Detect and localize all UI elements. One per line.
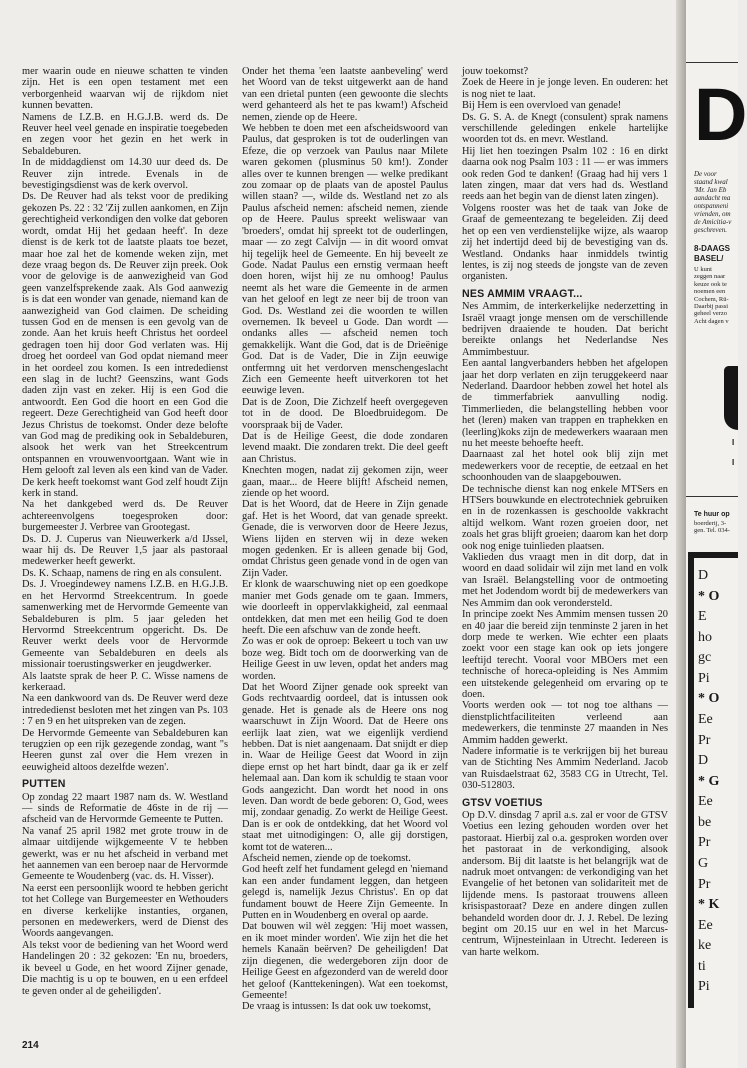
paragraph: Ds. J. Vroegindewey namens I.Z.B. en H.G.J.B. en het Hervormd Streekcentrum. In goede samenwerking met de Hervormde Gemeente van Sebaldeburen is plm. 5 jaar geleden het Hervormd Streekcentrum opgericht. Ds. De Reuver werkt deels voor de Hervormde Gemeente van Sebaldeburen en deels als missionair toerustingswerker en jeugdwerker. [22, 579, 228, 671]
strip-boxed-ad-line: ke [698, 938, 712, 954]
paragraph: Als tekst voor de bediening van het Woord werd Handelingen 20 : 32 gekozen: 'En nu, broeders, ik beveel u Gode, en het woord Zijner genade, Die machtig is u op te bouwen, en u een erfdeel te geven onder al de geheiligden'. [22, 939, 228, 997]
strip-boxed-ad-line: * O [698, 588, 720, 604]
paragraph: Dat het Woord Zijner genade ook spreekt van Gods rechtvaardig oordeel, dat is intussen ook genade. Het is genade als de Heere ons nog waarschuwt in Zijn Woord. Dat de Heere ons eerlijk laat zien, wat we eigenlijk verdiend hebben. Dat is niet aangenaam. Dat snijdt er diep in. Waar de Heilige Geest dat Woord in zijn diepe ernst op het hart bindt, daar ga ik er zelf helemaal aan. Dan kom ik schuldig te staan voor Gods aangezicht. Dan wordt het nood in ons leven. Dan wordt de bede geboren: O, God, wees mij, zondaar genadig. Zo werkt de Heilige Geest. Dan is er ook de ontdekking, dat het Woord vol staat met uitnodigingen: O, alle gij dorstigen, komt tot de wateren... [242, 681, 448, 853]
strip-small-line: zeggen naar [694, 273, 726, 281]
section-heading-gtsv-voetius: GTSV VOETIUS [462, 796, 543, 809]
strip-boxed-ad-line: Ee [698, 712, 713, 727]
paragraph: Na vanaf 25 april 1982 met grote trouw in de almaar uitdijende wijkgemeente V te hebben gewerkt, was er nu het afscheid in verband met het aannemen van een beroep naar de Hervormde Gemeente te Woudenberg (vac. ds. H. Visser). [22, 825, 228, 883]
paragraph: Afscheid nemen, ziende op de toekomst. [242, 853, 411, 865]
paragraph: Een aantal langverbanders hebben het afgelopen jaar het dorp verlaten en zijn teruggekeerd naar Nederland. Daardoor hebben zowel het hotel als de timmerfabriek aanvulling nodig. Timmerlieden, die belangstelling hebben voor het (leren) maken van trappen en traphekken en (leerling)koks zijn de medewerkers waaraan men nu het meeste behoefte heeft. [462, 358, 668, 449]
paragraph: Bij Hem is een overvloed van genade! [462, 100, 622, 112]
strip-ad-line: gen. Tel. 034- [694, 527, 730, 535]
paragraph: Hij liet hen toezingen Psalm 102 : 16 en dirkt daarna ook nog Psalm 103 : 11 — er was immers ook reden God te danken! (Graag had hij vers 1 laten zingen, maar dat vers had ds. Westland reeds aan het begin van de dienst laten zingen). [462, 145, 668, 203]
paragraph: Voorts werden ook — tot nog toe althans — dienstplichtfaciliteiten verleend aan medewerkers, die tenminste 27 maanden in Nes Ammim hadden gewerkt. [462, 700, 668, 746]
paragraph: De technische dienst kan nog enkele MTSers en HTSers bouwkunde en electrotechniek gebruiken en in de rozenkassen is geschoolde vakkracht altijd welkom. Want rozen groeien door, net zoals het gras blijft groeien; daarom kan het dorp ook nog enige tuinlieden plaatsen. [462, 483, 668, 552]
strip-boxed-ad-line: * K [698, 897, 720, 913]
article-column-1 [22, 66, 228, 997]
strip-small-line: keuze ook te [694, 280, 727, 288]
article-column-2 [242, 66, 448, 1013]
strip-heading-2: BASEL/ [694, 254, 724, 263]
paragraph: Zoek de Heere in je jonge leven. En ouderen: het is nog niet te laat. [462, 77, 668, 100]
strip-small-line: U kunt [694, 266, 712, 273]
paragraph: Dat is de Heilige Geest, die dode zondaren levend maakt. Die zondaren trekt. Die deel geeft aan Christus. [242, 431, 448, 465]
paragraph: Er klonk de waarschuwing niet op een goedkope manier met Gods genade om te gaan. Immers, wie doorleeft in oppervlakkigheid, zal eenmaal ontdekken, dat men met een heilig God te doen heeft. Die een afschuw van de zonde heeft. [242, 579, 448, 636]
strip-italic-line: aandacht ma [694, 194, 731, 202]
strip-heading-1: 8-DAAGS [694, 244, 731, 253]
paragraph: Zo was er ook de oproep: Bekeert u toch van uw boze weg. Bidt toch om de doorwerking van de Heilige Geest in uw leven, opdat het anders mag worden. [242, 636, 448, 682]
paragraph: We hebben te doen met een afscheidswoord van Paulus, dat gesproken is tot de ouderlingen van Efeze, die op verzoek van Paulus naar Milete waren gekomen (plusminus 50 km!). Zonder alles over te kunnen brengen — welke predikant zou zomaar op de plaats van de apostel Paulus willen staan? —, wilde ds. Westland net zo als Paulus afscheid nemen: afscheid nemen, ziende op de Heere. Paulus spreekt weliswaar van 'broeders', omdat hij spreekt tot de ouderlingen, maar — zo zegt Calvijn — in dit woord omvat hij tegelijk heel de Gemeente. En hij beveelt ze Gode. Nadat Paulus een ernstig vermaan heeft doen horen, wijst hij ze nu omhoog! Paulus neemt als het ware die Gemeente in de armen van het geloof en legt ze neer bij de troon van God. Ds. Westland zei die woorden te willen overnemen. Ik beveel u Gode. Dan wordt — ondanks alles — afscheid nemen toch gemakkelijk. Want die God, dat is de Drieënige God. Dat is de Vader, Die in Zijn eeuwige ontfermng uit het verdorven menschengeslacht Zich een Gemeente heeft uitverkoren tot het eeuwige leven. [242, 123, 448, 397]
strip-top-rule [686, 62, 738, 63]
strip-boxed-ad-line: E [698, 609, 707, 625]
paragraph: In principe zoekt Nes Ammim mensen tussen 20 en 40 jaar die bereid zijn tenminste 2 jaren in het dorp mede te werken. Wie echter een plaats zoekt voor een stage kan ook op iets jongere leeftijd terecht. Vooral voor MBOers met een technische of horeca-opleiding is Nes Ammim een uitstekende gelegenheid om ervaring op te doen. [462, 609, 668, 700]
page-fold [676, 0, 686, 1068]
next-page-strip [686, 0, 747, 1068]
paragraph: jouw toekomst? [462, 66, 529, 77]
paragraph: Na eerst een persoonlijk woord te hebben gericht tot het College van Burgemeester en Wethouders en diverse kerkelijke instanties, organen, personen en medewerkers, werd de Dienst des Woords aangevangen. [22, 882, 228, 940]
paragraph: Op zondag 22 maart 1987 nam ds. W. Westland — sinds de Reformatie de 46ste in de rij — afscheid van de Hervormde Gemeente te Putten. [22, 791, 228, 826]
paragraph: Als laatste sprak de heer P. C. Wisse namens de kerkeraad. [22, 670, 228, 693]
strip-small-line: Acht dagen v [694, 317, 729, 325]
strip-boxed-ad-line: Ee [698, 917, 713, 933]
strip-boxed-ad-line: gc [698, 650, 712, 666]
paragraph: Ds. K. Schaap, namens de ring en als consulent. [22, 567, 222, 579]
paragraph: Nes Ammim, de interkerkelijke nederzetting in Israël vraagt jonge mensen om de verschillende bedrijven draaiende te houden. Dat bericht bereikte onlangs het Nederlandse Nes Ammimbestuur. [462, 301, 668, 358]
strip-boxed-ad-line: Pi [698, 979, 710, 995]
paragraph: In de middagdienst om 14.30 uur deed ds. De Reuver zijn intrede. Evenals in de bevestigingsdienst was de kerk overvol. [22, 157, 228, 192]
paragraph: Onder het thema 'een laatste aanbeveling' werd het Woord van de tekst uitgewerkt aan de hand van een drietal punten (een gewoonte die slechts werd gehanteerd als het te pas kwam!) Afscheid nemen, ziende op de Heere. [242, 66, 448, 123]
strip-small-line: Daarbij passi [694, 303, 729, 311]
section-heading-nes-ammim: NES AMMIM VRAAGT... [462, 287, 583, 300]
paragraph: Na een dankwoord van ds. De Reuver werd deze intrededienst besloten met het zingen van Ps. 103 : 7 en 9 en het uitspreken van de zegen. [22, 693, 228, 728]
paragraph: Volgens rooster was het de taak van Joke de Graaf de gemeentezang te begeleiden. Zij deed het op een ven verdienstelijke wijze, als waarop zij het indertijd deed bij de bevestiging van ds. Westland. Ondanks haar inmiddels twintig lentes, is zij nog steeds de jongste van de zeven organisten. [462, 202, 668, 283]
paragraph: Na het dankgebed werd ds. De Reuver achtereenvolgens toegesproken door: burgemeester J. Verbree van Grootegast. [22, 499, 228, 534]
section-heading-putten: PUTTEN [22, 778, 66, 791]
strip-letter-1: I [732, 438, 735, 447]
strip-boxed-ad-line: Ee [698, 794, 713, 810]
strip-letter-2: I [732, 458, 735, 467]
strip-italic-line: De voor [694, 170, 717, 178]
strip-small-line: noemen een [694, 288, 726, 296]
strip-small-line: geheel verzo [694, 310, 728, 318]
paragraph: De vraag is intussen: Is dat ook uw toekomst, [242, 1001, 432, 1013]
strip-boxed-ad-line: ti [698, 958, 706, 974]
paragraph: Dat is de Zoon, Die Zichzelf heeft overgegeven tot in de dood. De Bloedbruidegom. De voorspraak bij de Vader. [242, 396, 448, 431]
strip-ad-line: boerderij, 3- [694, 520, 727, 527]
paragraph: God heeft zelf het fundament gelegd en 'niemand kan een ander fundament leggen, dan hetgeen gelegd is, namelijk Jezus Christus'. En op dat fundament bouwt de Heere Zijn Gemeente. In Putten en in Woudenberg en overal op aarde. [242, 864, 448, 922]
strip-italic-line: 'Mr. Jan Eb [694, 186, 727, 194]
paragraph: De Hervormde Gemeente van Sebaldeburen kan terugzien op een rijk gezegende zondag, want "s Heeren gunst zal over die Hem vrezen in eeuwigheid altoos dezelfde wezen'. [22, 727, 228, 773]
strip-ad-text [694, 520, 738, 535]
paragraph: Ds. De Reuver had als tekst voor de prediking gekozen Ps. 22 : 32 'Zij zullen aankomen, en Zijn gerechtigheid verkondigen den volke dat geboren wordt, omdat Hij het gedaan heeft'. In deze dienst is de kerk tot de laatste plaats toe bezet, maar hoe zal het de komende weken zijn, met deze vraag begon ds. De Reuver zijn preek. Ook voor de gelovige is de aanwezigheid van God geen vanzelfsprekende zaak. Als God aanwezig is is dat een wonder van genade, niemand kan de aanwezigheid van God claimen. De scheiding tussen God en de mensen is een gevolg van de zonde. Aan het kruis heeft Christus het oordeel gedragen toen hij door God verlaten was. Hij droeg het oordeel van God opdat niemand meer in het oordeel zou komen. Is een intrededienst een slag in de lucht? Geenszins, want Gods daden zijn vast en zeker. Hij is een God die antwoordt. Een God die hoort en een God die regeert. Deze Gerechtigheid van God heeft door Jezus Christus de toekomst. Onder deze belofte van God mag de prediking ook in Sebaldeburen, alsook het werk van het Streekcentrum ontspannen en vrouwenvoortgaan. Want wie in Hem gelooft zal leven als een kind van de Vader. De kerk heeft toekomst want God zelf houdt Zijn kerk in stand. [22, 191, 228, 500]
strip-italic-line: ontspanneni [694, 202, 729, 210]
strip-boxed-ad-line: G [698, 856, 709, 871]
strip-boxed-ad-line: * O [698, 691, 720, 707]
strip-small-text [694, 266, 738, 325]
strip-italic-intro [694, 170, 738, 234]
paragraph: Nadere informatie is te verkrijgen bij het bureau van de Stichting Nes Ammim Nederland. Jacob van Ruisdaelstraat 62, 3583 CG in Utrecht, Tel. 030-512803. [462, 745, 668, 792]
strip-italic-line: staand kwal [694, 178, 728, 186]
article-column-3 [462, 66, 668, 958]
strip-boxed-ad-line: ho [698, 629, 712, 645]
strip-boxed-ad-line: Pr [698, 876, 711, 892]
paragraph: Dat is het Woord, dat de Heere in Zijn genade gaf. Het is het Woord, dat van genade spreekt. Genade, die is verworven door de Heere Jezus, Wiens lijden en sterven wij in deze weken mogen gedenken. Er is alleen genade bij God, omdat Christus geen genade vond in de ogen van Zijn Vader. [242, 499, 448, 579]
strip-ad-heading: Te huur op [694, 511, 730, 518]
paragraph: Knechten mogen, nadat zij gekomen zijn, weer gaan, maar... de Heere blijft! Afscheid nemen, ziende op het woord. [242, 465, 448, 500]
page-number: 214 [22, 1040, 39, 1051]
paragraph: Daarnaast zal het hotel ook blij zijn met medewerkers voor de receptie, de eetzaal en het schoonhouden van de slaapgebouwen. [462, 449, 668, 484]
strip-boxed-ad-line: Pi [698, 670, 710, 686]
strip-italic-line: geschreven. [694, 226, 727, 234]
strip-boxed-ad-line: Pr [698, 732, 711, 748]
paragraph: mer waarin oude en nieuwe schatten te vinden zijn. Het is een open testament met een verborgenheid waarvan wij de rijkdom niet kunnen bevatten. [22, 66, 228, 112]
strip-italic-line: vrienden, om [694, 210, 731, 218]
paragraph: Ds. D. J. Cuperus van Nieuwerkerk a/d IJssel, waar hij ds. De Reuver 1,5 jaar als pastoraal medewerker heeft gewerkt. [22, 533, 228, 568]
strip-boxed-ad-line: D [698, 753, 709, 769]
strip-small-line: Cochem, Rü- [694, 295, 729, 303]
paragraph: Ds. G. S. A. de Knegt (consulent) sprak namens verschillende geledingen enkele hartelijke woorden tot ds. en mevr. Westland. [462, 111, 668, 146]
strip-boxed-ad-line: * G [698, 773, 720, 789]
strip-big-letter: D [694, 73, 747, 156]
strip-boxed-ad-line: Pr [698, 835, 711, 851]
strip-graphic-shape [724, 366, 738, 430]
paragraph: Dat bouwen wil wèl zeggen: 'Hij moet wassen, en ik moet minder worden'. Wie zijn het die het hemels Kanaän beërven? De geheiligden! Dat zijn diegenen, die wedergeboren zijn door de Heilige Geest en afgezonderd van de wereld door het geloof (Kanttekeningen). Wat een toekomst, Gemeente! [242, 921, 448, 1001]
paragraph: Namens de I.Z.B. en H.G.J.B. werd ds. De Reuver heel veel genade en inspiratie toegebeden en zegen voor het gezin en het werk in Sebaldeburen. [22, 111, 228, 157]
strip-mid-rule [686, 496, 738, 497]
strip-italic-line: de Amicitia-v [694, 218, 732, 226]
paragraph: Vaklieden dus vraagt men in dit dorp, dat in woord en daad solidair wil zijn met land en volk van Israël. Belangstelling voor de ontmoeting met het Jodendom wordt bij de medewerkers van Nes Ammim dan ook verondersteld. [462, 552, 668, 609]
paragraph: Op D.V. dinsdag 7 april a.s. zal er voor de GTSV Voetius een lezing gehouden worden over het pastoraat. Hierbij zal o.a. gesproken worden over het pastoraat in de verkondiging, alsook andersom. Bij dit laatste is het belangrijk wat de nadruk moet ontvangen: de verkondiging van het Evangelie of het betonen van solidariteit met de lijdende mens. Is pastoraat trouwens alleen krisispastoraat? Deze en andere dingen zullen behandeld worden door dr. J. J. Rebel. De lezing begint om 20.15 uur en wel in het Marcus-centrum, Wijnesteinlaan in Utrecht. Iedereen is van harte welkom. [462, 810, 668, 958]
strip-boxed-ad-line: be [698, 814, 712, 830]
strip-boxed-ad-line: D [698, 568, 709, 583]
